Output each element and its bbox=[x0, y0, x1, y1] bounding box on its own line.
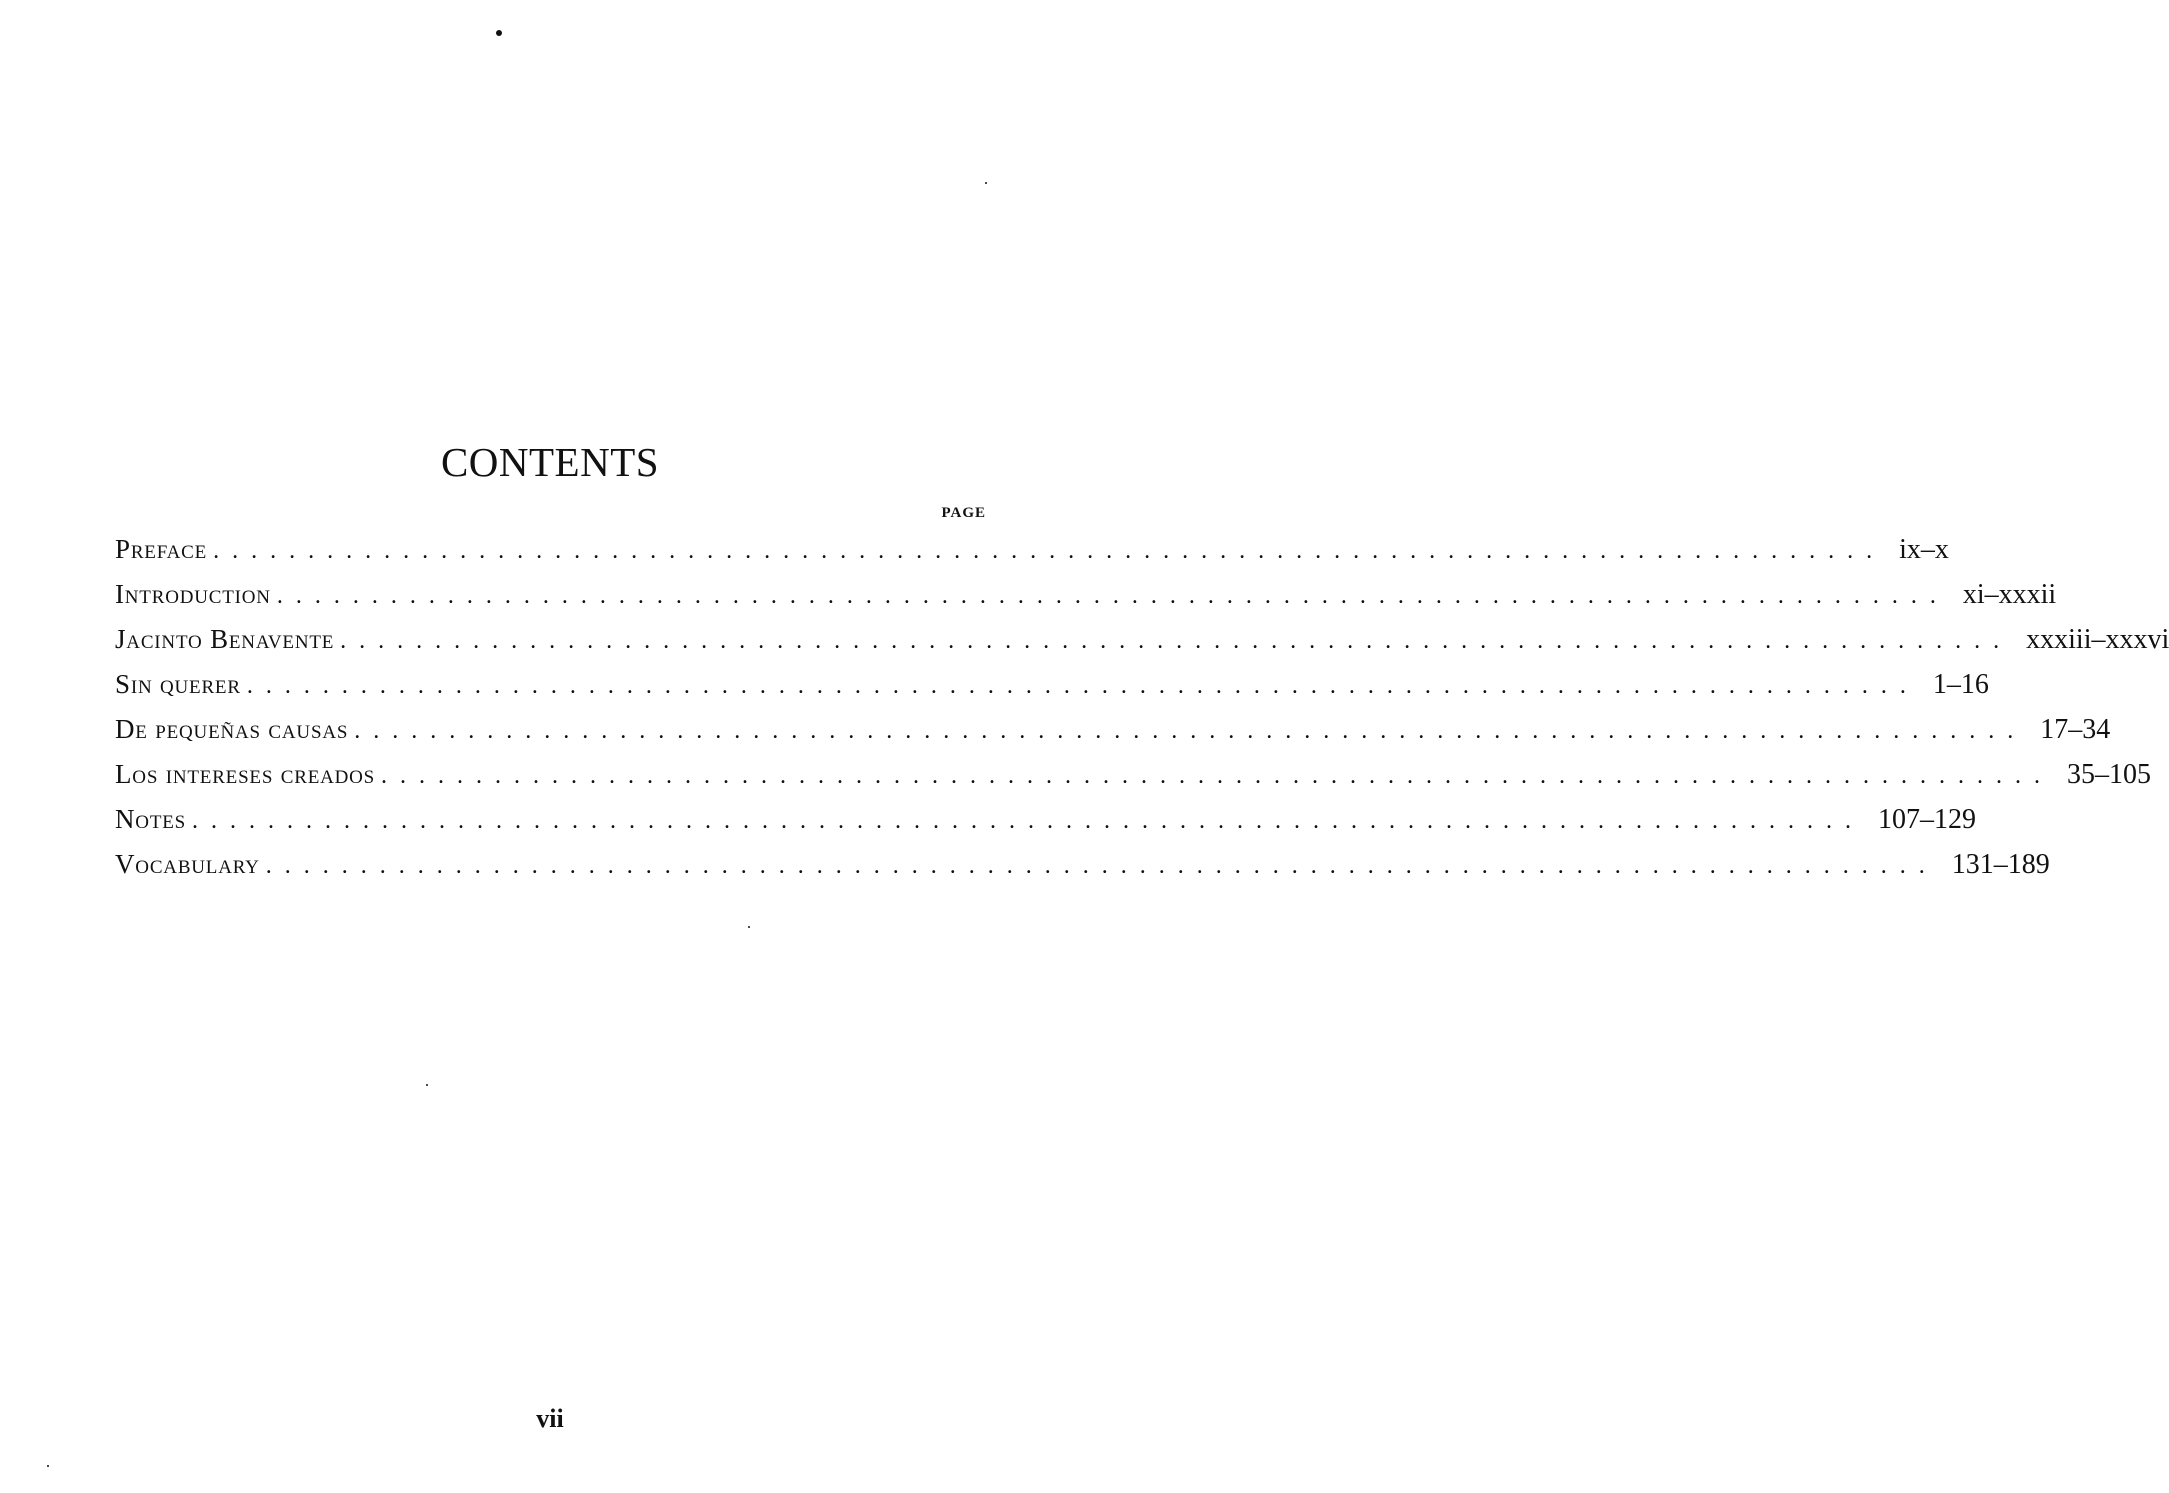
dot-leader: ........................................................................................ bbox=[246, 673, 1919, 699]
toc-entry-sin-querer[interactable] bbox=[115, 665, 1989, 710]
toc-entry-de-pequenas-causas[interactable] bbox=[115, 710, 2111, 755]
toc-entry-title: Sin querer bbox=[115, 669, 241, 699]
toc-entry-pages: xxxiii–xxxvi bbox=[2026, 624, 2169, 655]
toc-entry-jacinto-benavente[interactable] bbox=[115, 620, 2169, 665]
toc-entry-pages: 107–129 bbox=[1878, 804, 1976, 835]
dot-leader: ........................................................................................ bbox=[354, 718, 2027, 744]
toc-entry-title: Notes bbox=[115, 804, 186, 834]
dot-leader: ........................................................................................ bbox=[276, 583, 1949, 609]
print-speck bbox=[47, 1465, 49, 1467]
table-of-contents bbox=[115, 530, 2169, 890]
toc-entry-title: Introduction bbox=[115, 579, 271, 609]
print-speck bbox=[748, 926, 750, 928]
page-number: vii bbox=[536, 1404, 564, 1433]
toc-entry-pages: xi–xxxii bbox=[1962, 579, 2057, 610]
dot-leader: ........................................................................................ bbox=[192, 808, 1864, 834]
toc-entry-vocabulary[interactable] bbox=[115, 845, 2050, 890]
toc-entry-preface[interactable] bbox=[115, 530, 1949, 575]
page-title: CONTENTS bbox=[440, 439, 660, 485]
print-speck bbox=[985, 182, 987, 184]
page-column-label: PAGE bbox=[941, 505, 986, 521]
dot-leader: ........................................................................................ bbox=[265, 853, 1938, 879]
toc-entry-introduction[interactable] bbox=[115, 575, 2057, 620]
toc-entry-title: Preface bbox=[115, 534, 208, 564]
toc-entry-pages: 1–16 bbox=[1932, 669, 1989, 700]
toc-entry-title: Vocabulary bbox=[115, 849, 260, 879]
toc-entry-pages: 131–189 bbox=[1951, 849, 2050, 880]
dot-leader: ........................................................................................ bbox=[381, 763, 2054, 789]
toc-entry-title: De pequeñas causas bbox=[115, 714, 349, 744]
toc-entry-pages: 17–34 bbox=[2040, 714, 2111, 745]
toc-entry-title: Jacinto Benavente bbox=[115, 624, 335, 654]
toc-entry-notes[interactable] bbox=[115, 800, 1976, 845]
print-speck bbox=[426, 1084, 428, 1086]
toc-entry-los-intereses-creados[interactable] bbox=[115, 755, 2152, 800]
toc-entry-title: Los intereses creados bbox=[115, 759, 376, 789]
dot-leader: ........................................................................................ bbox=[340, 628, 2013, 654]
dot-leader: ........................................................................................ bbox=[213, 538, 1886, 564]
toc-entry-pages: 35–105 bbox=[2067, 759, 2152, 790]
toc-entry-pages: ix–x bbox=[1899, 534, 1949, 565]
print-speck bbox=[496, 30, 502, 36]
